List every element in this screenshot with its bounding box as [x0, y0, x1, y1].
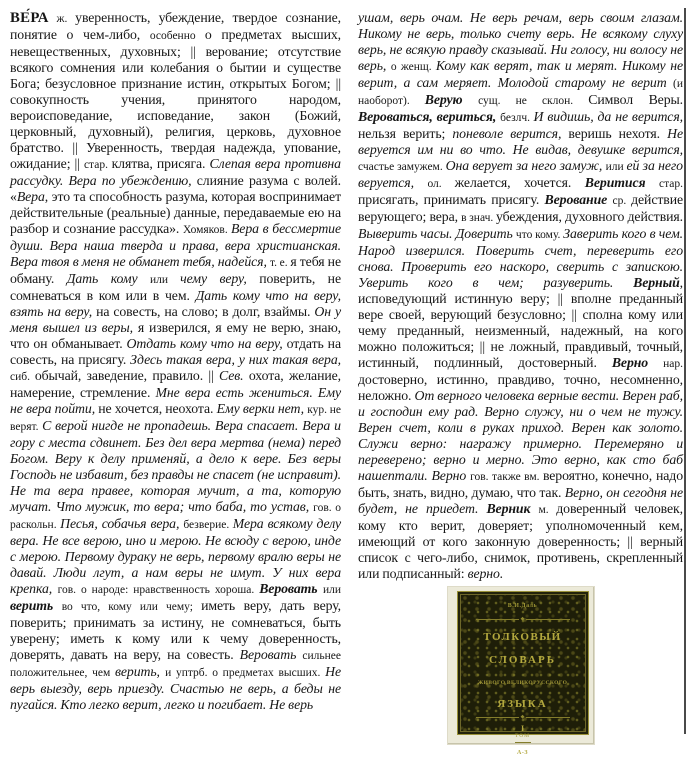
- text-run: Дать кому: [66, 271, 151, 286]
- text-run: нар.: [663, 358, 683, 370]
- text-run: обычай, заведение, правило. ||: [34, 368, 220, 383]
- text-run: Верно, он сегодня не будет, не приедет.: [358, 485, 683, 516]
- text-run: вероятно, конечно, надо быть, знать, видно, думаю, что так.: [358, 468, 683, 500]
- book-title-line-1: ТОЛКОВЫЙ: [483, 631, 562, 643]
- text-run: (и наоборот).: [358, 78, 683, 107]
- text-run: м.: [538, 504, 557, 516]
- text-run: гов. о раскольн.: [10, 502, 342, 531]
- text-run: ср.: [612, 195, 632, 207]
- text-run: сущ. не склон.: [478, 95, 589, 107]
- text-run: Хомяков.: [183, 224, 231, 236]
- text-run: сильнее положительнее, чем: [10, 650, 341, 679]
- text-run: чему веру,: [180, 271, 260, 286]
- text-run: желается, хочется.: [454, 175, 585, 190]
- volume-rule: [515, 742, 531, 743]
- text-run: Вера в бессмертие души. Вера наша тверда и права, вера христианская. Вера твоя в меня не обманет тебя, надейся,: [10, 221, 342, 269]
- right-text-column: [358, 10, 684, 756]
- text-run: счастье замужем.: [358, 161, 446, 173]
- text-run: особенно: [149, 30, 205, 42]
- text-run: , исповедующий истинную веру; || вполне преданный вере своей, верующий безусловно; || сполна кому или чему преданный, неизменный, надежный, на кого можно положиться; || не ложный, правдивый, точный, истинный, подлинный, достоверный.: [358, 275, 683, 370]
- text-run: Здесь такая вера, у них такая вера,: [130, 352, 342, 367]
- text-run: или: [150, 274, 181, 286]
- text-run: о предметах высших, невещественных, духовных; || верование; отсутствие всякого сомнения или колебания о бытии и существе Бога; безусловное признание истин, открытых Богом; || совокупность учения, принятого народом, вероисповедание, исповедание, закон (Божий, церковный, духовный), религия, церковь, духовное братство. || Уверенность, твердая надежда, упование, ожидание; ||: [10, 27, 342, 171]
- text-run: я изверился, я ему не верю, знаю, что он обманывает.: [10, 320, 342, 351]
- text-run: гов. о народе: нравственность хороша.: [57, 584, 260, 596]
- text-run: безверие.: [183, 519, 233, 531]
- text-run: кур. не верят.: [10, 404, 341, 433]
- text-run: убеждения, духовного действия.: [495, 209, 683, 224]
- book-title-line-4: ЯЗЫКА: [497, 698, 548, 710]
- text-run: Веровать: [239, 647, 303, 662]
- text-run: Веритися: [584, 175, 659, 190]
- book-title-line-3: ЖИВОГО ВЕЛИКОРУССКОГО: [477, 680, 568, 686]
- text-run: безлч.: [500, 112, 534, 124]
- text-run: , это та способность разума, которая воспринимает действительные (реальные) данные, передаваемые ею на разбор и сознание рассудка».: [10, 189, 341, 236]
- text-run: поверить, не сомневаться в ком или в чем.: [10, 271, 341, 303]
- text-run: верно.: [467, 566, 504, 581]
- text-run: не хочется, неохота.: [98, 401, 217, 416]
- text-run: Она верует за него замуж,: [445, 158, 606, 173]
- text-run: Мне вера есть жениться. Ему не вера пойти,: [10, 385, 341, 416]
- text-run: Верный: [633, 275, 680, 290]
- text-run: Не веруется им ни во что. Не видав, девушке верится,: [358, 126, 683, 157]
- ornament-glyph: ◆: [520, 617, 525, 622]
- text-run: стар.: [659, 178, 683, 190]
- text-run: Дать кому что на веру, взять на веру,: [10, 288, 341, 319]
- text-run: присягать, принимать присягу.: [358, 192, 545, 207]
- left-text-column: [10, 10, 341, 713]
- text-run: Слепая вера противна рассудку. Вера по убеждению,: [10, 156, 341, 188]
- text-run: Он у меня вышел из веры,: [10, 304, 341, 335]
- text-run: что кому.: [515, 229, 564, 241]
- text-run: Сев.: [219, 368, 249, 383]
- text-run: гов. также вм.: [470, 471, 543, 483]
- text-run: иметь веру, дать веру, поверить; принимать за истину, не сомневаться, быть уверену; иметь к кому или к чему доверенность, доверять, давать на веру, на совесть.: [10, 598, 341, 662]
- page-edge-rule: [684, 8, 686, 734]
- text-run: клятва, присяга.: [111, 156, 210, 171]
- text-run: уверенность, убеждение, твердое сознание, понятие о чем-либо,: [10, 10, 341, 42]
- ornament-divider-icon: [476, 715, 570, 720]
- text-run: во что, кому или чему;: [61, 601, 202, 613]
- text-run: С верой нигде не пропадешь. Вера спасает. Вера и гору с места сдвинет. Без дел вера мертва (нема) перед Богом. Веру к делу применяй, а дело к вере. Без веры Господь не избавит, без правды не спасет (не исправит). Не та вера правее, которая мучит, а та, которую мучат. Что мужик, то вера; что баба, то устав,: [10, 418, 341, 514]
- text-run: и уптрб. о предметах высших.: [165, 667, 326, 679]
- text-run: И видишь, да не верится,: [533, 109, 683, 124]
- text-run: сиб.: [10, 371, 35, 383]
- text-run: Верно: [611, 355, 664, 370]
- book-volume-label: ТОМ: [514, 733, 531, 739]
- text-run: достоверно, истинно, правдиво, точно, несомненно, неложно.: [358, 372, 683, 403]
- right-column-text: [358, 10, 683, 582]
- text-run: ол.: [427, 178, 455, 190]
- text-run: стар.: [83, 159, 112, 171]
- text-run: Верник: [486, 501, 539, 516]
- text-run: ушам, верь очам. Не верь речам, верь своим глазам. Никому не верь, только счету верь. Не всякому слуху верь, не всякую правду сказывай. Ни голосу, ни волосу не верь,: [358, 10, 683, 73]
- text-run: на совесть, на слово; в долг, взаймы.: [96, 304, 315, 319]
- text-run: Верую: [424, 92, 479, 107]
- text-run: отдать на совесть, на присягу.: [10, 336, 341, 367]
- text-run: поневоле верится,: [452, 126, 569, 141]
- text-run: ей за него веруется,: [358, 158, 683, 190]
- book-author: В.И.Даль: [507, 603, 538, 609]
- text-run: ж.: [48, 13, 76, 25]
- text-run: Мера всякому делу вера. Не все верою, ино и мерою. Не всюду с верою, инде с мерою. Первому дураку не верь, первому вралю веры не давай. Люди лгут, а нам веры не имут. У них вера крепка,: [10, 516, 341, 596]
- text-run: доверенный человек, кому кто верит, доверяет; уполномоченный кем, имеющий от кого законную доверенность; || верный список с чего-либо, снимок, противень, скрепленный или подписанный:: [358, 501, 683, 581]
- text-run: слияние разума с волей. «: [10, 173, 341, 204]
- book-title-line-2: СЛОВАРЬ: [488, 654, 556, 666]
- text-run: или: [322, 584, 341, 596]
- text-run: нельзя верить;: [358, 126, 453, 141]
- book-volume-range: А-З: [517, 750, 528, 756]
- text-run: о женщ.: [390, 61, 436, 73]
- text-run: Отдать кому что на веру,: [126, 336, 287, 351]
- text-run: я тебя не обману.: [10, 254, 341, 286]
- text-run: Вера: [16, 189, 45, 204]
- text-run: действие верующего; вера,: [358, 192, 684, 224]
- text-run: охота, желание, намерение, стремление.: [10, 368, 342, 400]
- book-cover-photo: [448, 587, 594, 756]
- text-run: От верного человека верные вести. Верен раб, и господин ему рад. Верно служу, ни о чем не тужу. Верен счет, коли в руках приход. Верен как золото. Служи верно: награжу примерно. Перемеряно и переверено; верно и мерно. Это верно, как сто баб нашептали. Верно: [358, 388, 683, 483]
- text-run: или: [605, 161, 627, 173]
- text-run: ВЕ́РА: [10, 10, 49, 26]
- book-volume-number: I: [520, 724, 524, 733]
- text-run: Ему верки нет,: [216, 401, 308, 416]
- text-run: Вероваться, вериться,: [358, 109, 501, 124]
- text-run: Песья, собачья вера,: [60, 516, 184, 531]
- book-cover: [457, 591, 589, 756]
- text-run: веришь нехотя.: [568, 126, 668, 141]
- text-run: Символ Веры.: [588, 92, 684, 107]
- text-run: т. е.: [269, 257, 291, 269]
- text-run: в знач.: [461, 212, 496, 224]
- text-run: верить,: [115, 664, 166, 679]
- text-run: верить: [10, 598, 62, 613]
- text-run: Не верь выезду, верь приезду. Счастью не верь, а беды не пугайся. Кто легко верит, легко и погибает. Не верь: [10, 664, 341, 712]
- text-run: Заверить кого в чем. Народ изверился. Поверить счет, переверить его снова. Проверить его наскоро, сверить с запискою. Уверить кого в чем; разуверить.: [358, 226, 684, 290]
- text-run: Кому как верят, так и мерят. Никому не верит, а сам меряет. Молодой старому не верит: [358, 58, 683, 90]
- text-run: Верование: [544, 192, 613, 207]
- text-run: Выверить часы. Доверить: [358, 226, 516, 241]
- text-run: Веровать: [259, 581, 323, 596]
- ornament-divider-icon: [476, 617, 570, 622]
- ornament-glyph: ◆: [520, 715, 525, 720]
